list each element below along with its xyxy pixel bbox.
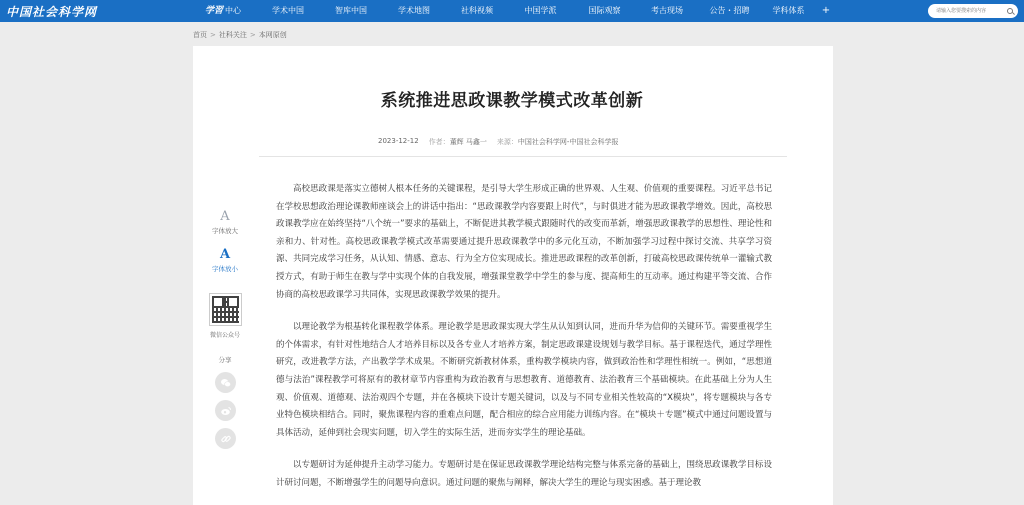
article-meta [378, 137, 618, 147]
nav-more-button[interactable]: + [821, 5, 831, 16]
breadcrumb-separator: > [249, 31, 256, 39]
wechat-qr-code [209, 293, 242, 326]
qr-caption: 微信公众号 [209, 332, 240, 339]
nav-item-academic-china[interactable]: 学术中国 [272, 6, 304, 15]
nav-item-chinese-school[interactable]: 中国学派 [524, 6, 557, 15]
source-name: 中国社会科学网-中国社会科学报 [517, 138, 619, 146]
share-label: 分享 [218, 356, 232, 364]
wechat-icon [220, 377, 232, 389]
share-link-button[interactable] [215, 428, 236, 449]
article-paragraph: 以专题研讨为延伸提升主动学习能力。专题研讨是在保证思政课教学理论结构完整与体系完备的基础上，围绕思政课教学目标设计研讨问题，不断增强学生的问题导向意识。通过问题的聚焦与阐释，解决大学生的理论与现实困惑。基于理论教 [276, 460, 772, 488]
breadcrumb [193, 30, 287, 40]
font-increase-icon: A [220, 209, 230, 224]
nav-item-international[interactable]: 国际观察 [588, 6, 621, 15]
top-nav-bar [0, 0, 1024, 22]
font-decrease-button[interactable] [205, 248, 245, 273]
search-icon[interactable] [1007, 8, 1013, 14]
nav-item-social-science-video[interactable]: 社科视频 [461, 6, 493, 15]
article-title: 系统推进思政课教学模式改革创新 [380, 91, 644, 111]
qr-code-icon [212, 296, 239, 323]
font-increase-button[interactable] [205, 210, 245, 235]
nav-item-archaeology[interactable]: 考古现场 [651, 6, 683, 15]
nav-item-thinktank-china[interactable]: 智库中国 [335, 6, 367, 15]
xuexi-brand-mark: 学習 [204, 6, 223, 16]
breadcrumb-current: 本网原创 [258, 31, 287, 39]
nav-item-label: 中心 [225, 6, 241, 15]
author-name: 董辉 马鑫一 [449, 138, 487, 146]
font-decrease-label: 字体放小 [212, 265, 238, 273]
article-author [429, 137, 487, 147]
share-weibo-button[interactable] [215, 400, 236, 421]
nav-item-announcements[interactable]: 公告・招聘 [709, 6, 750, 15]
article-paragraph: 以理论教学为根基转化课程教学体系。理论教学是思政课实现大学生从认知到认同，进而升华为信仰的关键环节。需要重视学生的个体需求，有针对性地结合人才培养目标以及各专业人才培养方案，制定思政课建设规划与教学目标。基于课程迭代，通过学理性研究，改进教学方法，产出教学学术成果。不断研究新教材体系，重构教学模块内容，做到政治性和学理性相统一。例如，“思想道德与法治”课程教学可将原有的教材章节内容重构为政治教育与思想教育、道德教育、法治教育三个基础模块。在此基础上分为人生观、价值观、道德观、法治观四个专题，并在各模块下设计专题关键词，以及与不同专业相关性较高的“X模块”，将专题模块与各专业特色模块相结合。同时，聚焦课程内容的重难点问题，配合相应的综合应用能力训练内容。在“模块＋专题”模式中通过问题设置与具体活动，延伸到社会现实问题，切入学生的实际生活，进而夯实学生的理论基础。 [276, 322, 772, 438]
font-increase-label: 字体放大 [212, 227, 238, 235]
nav-item-xuexi-center[interactable] [190, 0, 256, 22]
nav-item-academic-map[interactable]: 学术地图 [398, 6, 430, 15]
link-icon [220, 433, 232, 445]
meta-divider [259, 156, 787, 157]
article-paragraph: 高校思政课是落实立德树人根本任务的关键课程，是引导大学生形成正确的世界观、人生观、价值观的重要课程。习近平总书记在学校思想政治理论课教师座谈会上的讲话中指出：“思政课教学内容要跟上时代”，与时俱进才能为思政课教学增效。因此，高校思政课教学应在始终坚持“八个统一”要求的基础上，不断促进其教学模式跟随时代的改变而革新，增强思政课教学的思想性、理论性和亲和力、针对性。高校思政课教学模式改革需要通过提升思政课教学中的多元化互动，不断加强学习过程中探讨交流、共享学习资源、共同完成学习任务，从认知、情感、意志、行为全方位实现成长。推进思政课程的改革创新，打破高校思政课传统单一灌输式教授方式，有助于师生在教与学中实现个体的自我发展，增强课堂教学中学生的参与度、提高师生的互动率。通过构建平等交流、合作协商的高校思政课学习共同体，实现思政课教学效果的提升。 [276, 184, 772, 300]
main-nav [190, 0, 836, 22]
site-logo[interactable]: 中国社会科学网 [6, 5, 98, 19]
article-body [276, 181, 772, 505]
breadcrumb-separator: > [210, 31, 216, 39]
weibo-icon [220, 405, 232, 417]
share-wechat-button[interactable] [215, 372, 236, 393]
article-source [497, 137, 619, 147]
author-label: 作者： [428, 138, 450, 146]
font-decrease-icon: A [219, 247, 231, 262]
source-label: 来源： [496, 138, 518, 146]
article-date: 2023-12-12 [378, 137, 419, 145]
breadcrumb-section[interactable]: 社科关注 [218, 31, 247, 39]
breadcrumb-home[interactable]: 首页 [193, 31, 207, 39]
search-input[interactable] [928, 4, 1018, 18]
nav-item-disciplines[interactable]: 学科体系 [772, 6, 805, 15]
